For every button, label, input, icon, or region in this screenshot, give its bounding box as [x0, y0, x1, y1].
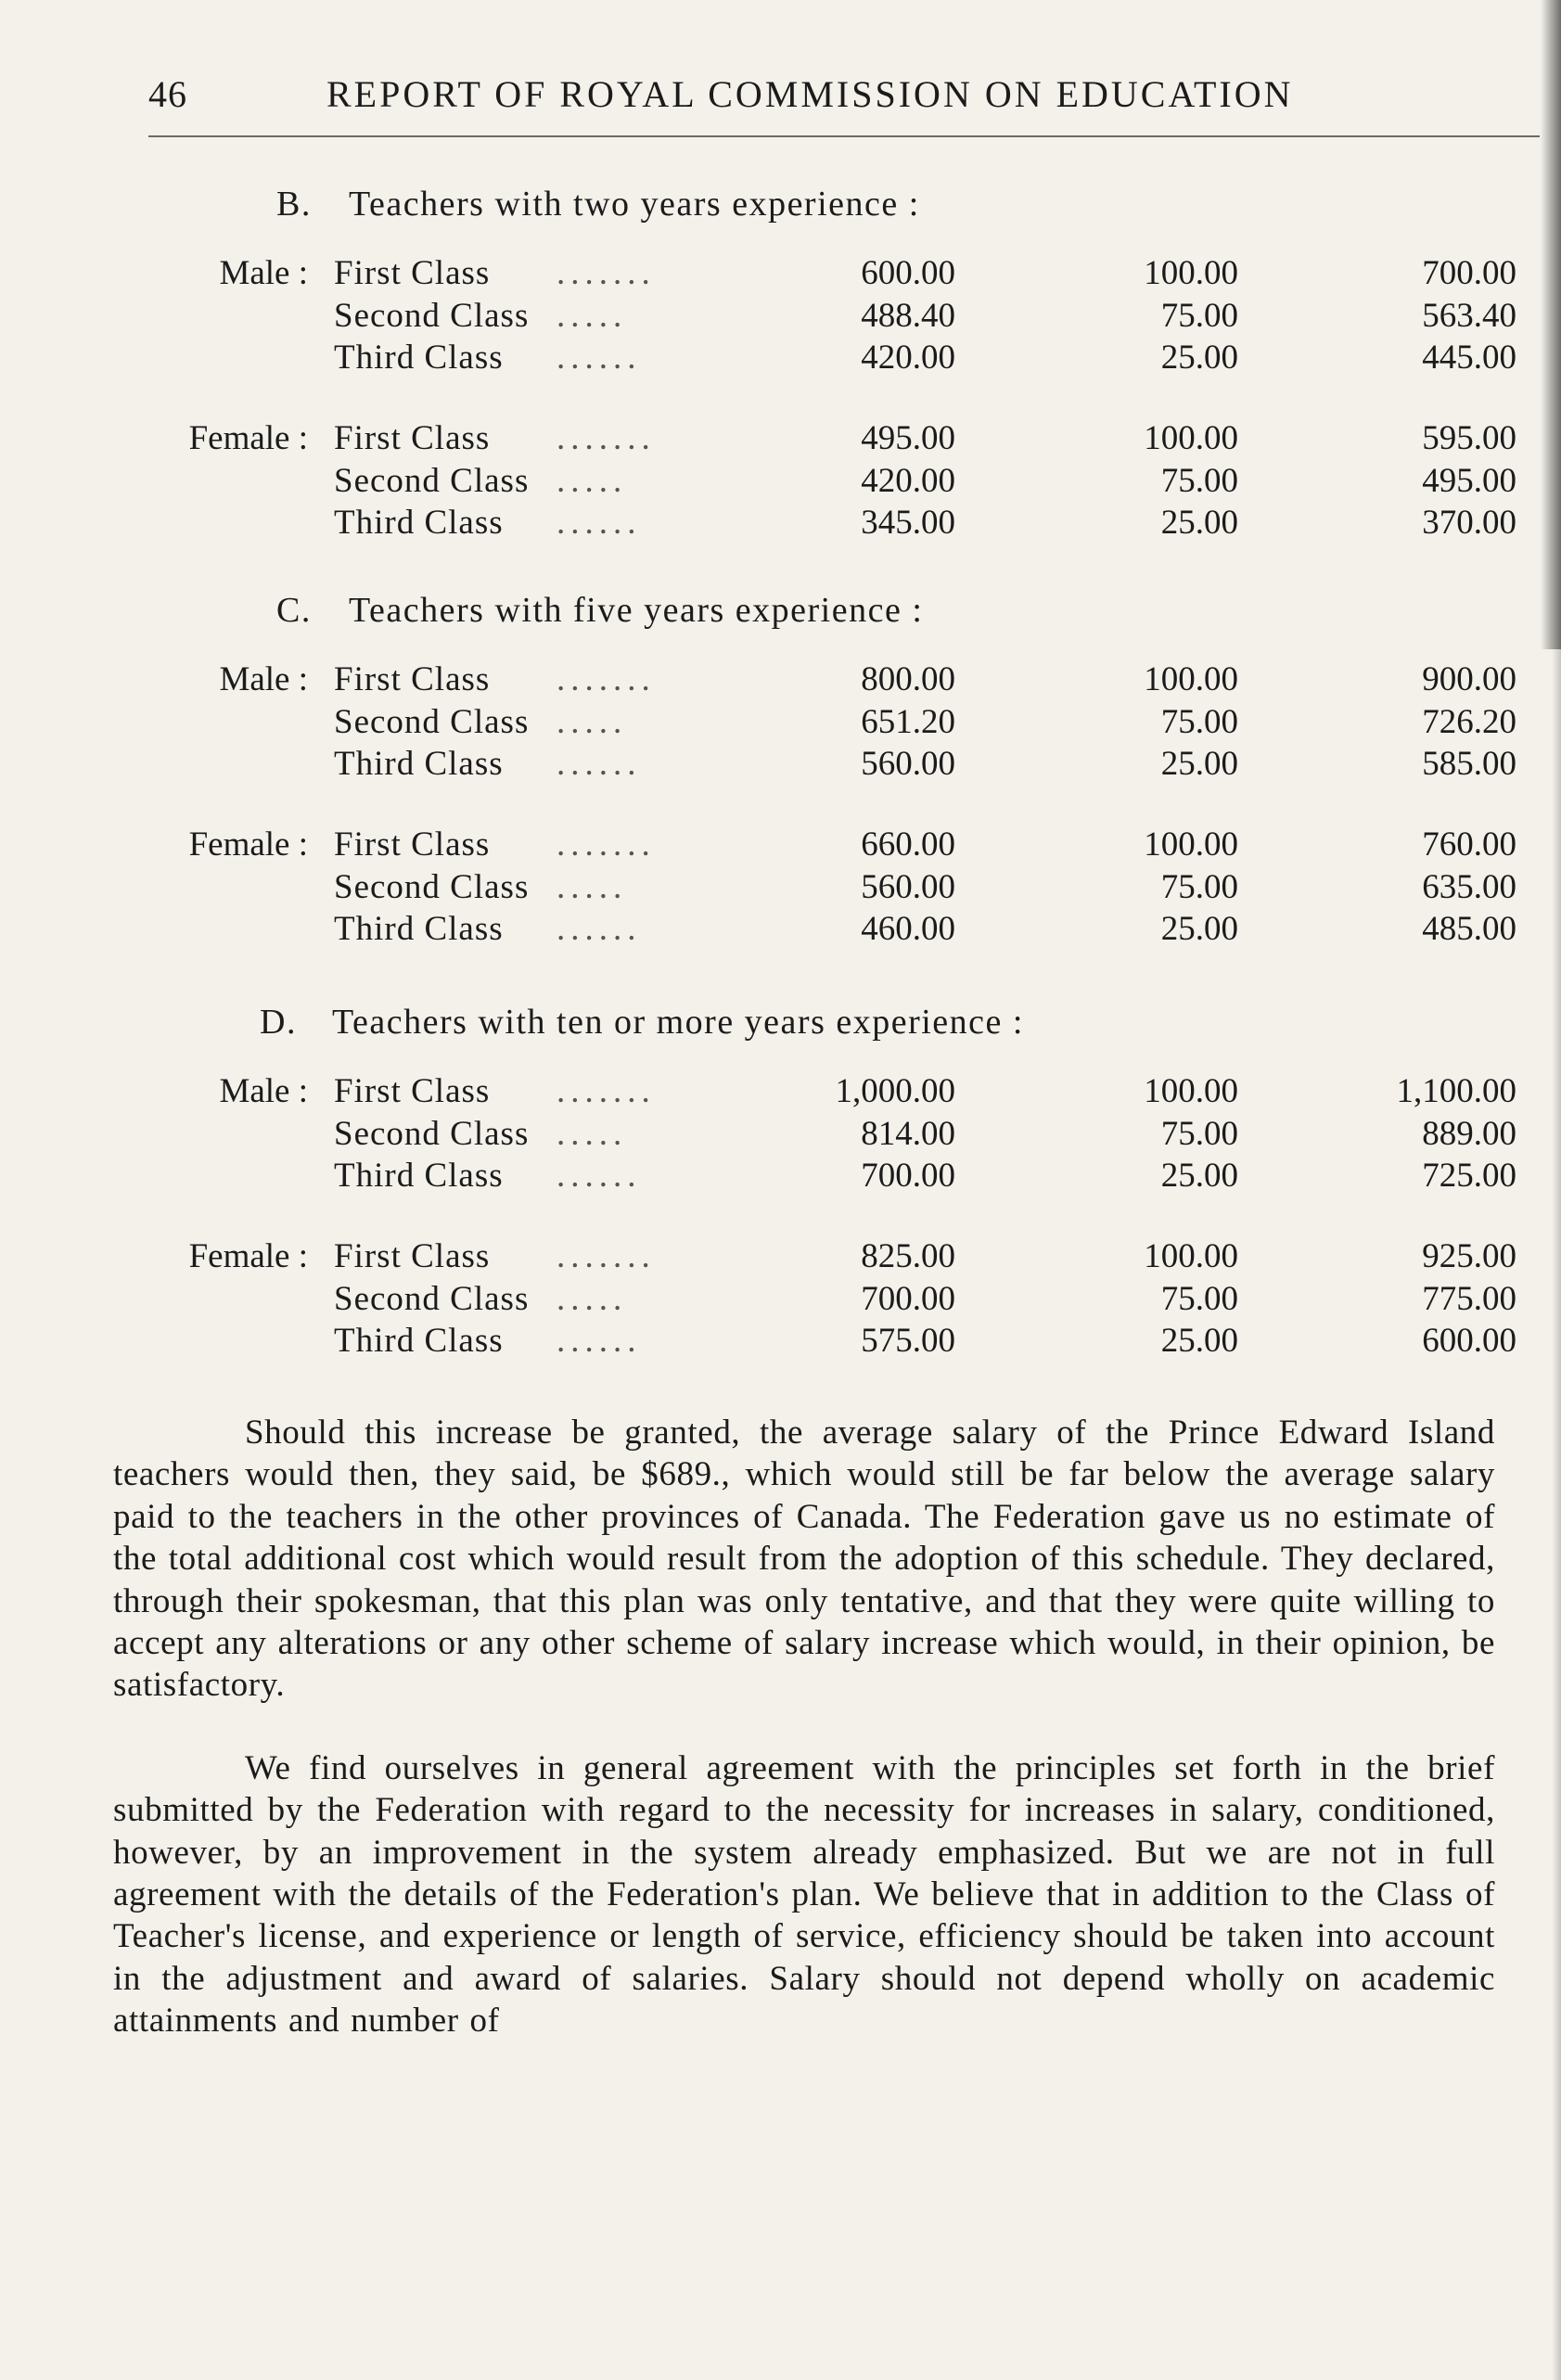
increase-amount: 100.00 — [1144, 660, 1238, 698]
base-salary: 560.00 — [861, 867, 955, 906]
increase-amount: 75.00 — [1160, 1279, 1238, 1318]
table-row — [0, 253, 1561, 296]
dot-leaders: ...... — [557, 910, 642, 948]
dot-leaders: ....... — [557, 660, 656, 698]
table-row — [0, 296, 1561, 339]
class-label: Third Class — [334, 910, 504, 948]
dot-leaders: ..... — [557, 461, 628, 500]
section-letter: D. — [260, 1003, 297, 1042]
total-salary: 900.00 — [1422, 660, 1516, 698]
total-salary: 1,100.00 — [1396, 1072, 1516, 1110]
table-row — [0, 1156, 1561, 1198]
increase-amount: 25.00 — [1160, 504, 1238, 542]
total-salary: 760.00 — [1422, 825, 1516, 864]
total-salary: 563.40 — [1422, 296, 1516, 335]
table-row — [0, 702, 1561, 745]
total-salary: 445.00 — [1422, 339, 1516, 377]
base-salary: 560.00 — [861, 745, 955, 783]
total-salary: 726.20 — [1422, 702, 1516, 741]
dot-leaders: ...... — [557, 504, 642, 542]
table-row — [0, 909, 1561, 952]
dot-leaders: ....... — [557, 1237, 656, 1275]
class-label: Second Class — [334, 1279, 530, 1318]
table-row — [0, 1321, 1561, 1363]
increase-amount: 100.00 — [1144, 1072, 1238, 1110]
base-salary: 800.00 — [861, 660, 955, 698]
total-salary: 600.00 — [1422, 1322, 1516, 1360]
section-title: Teachers with two years experience : — [349, 185, 920, 224]
table-row — [0, 825, 1561, 867]
base-salary: 488.40 — [861, 296, 955, 335]
total-salary: 485.00 — [1422, 910, 1516, 948]
dot-leaders: ...... — [557, 339, 642, 377]
base-salary: 460.00 — [861, 910, 955, 948]
page-number: 46 — [148, 73, 187, 115]
increase-amount: 25.00 — [1160, 910, 1238, 948]
dot-leaders: ....... — [557, 1072, 656, 1110]
total-salary: 725.00 — [1422, 1157, 1516, 1195]
table-row — [0, 1071, 1561, 1114]
base-salary: 700.00 — [861, 1279, 955, 1318]
section-heading — [276, 184, 920, 224]
base-salary: 651.20 — [861, 702, 955, 741]
total-salary: 370.00 — [1422, 504, 1516, 542]
class-label: Third Class — [334, 1157, 504, 1195]
section-title: Teachers with five years experience : — [349, 591, 924, 630]
dot-leaders: ...... — [557, 745, 642, 783]
class-label: Second Class — [334, 461, 530, 500]
class-label: First Class — [334, 1237, 491, 1275]
total-salary: 775.00 — [1422, 1279, 1516, 1318]
gender-label: Female : — [188, 825, 308, 864]
increase-amount: 75.00 — [1160, 461, 1238, 500]
base-salary: 420.00 — [861, 339, 955, 377]
increase-amount: 75.00 — [1160, 1114, 1238, 1153]
running-head: REPORT OF ROYAL COMMISSION ON EDUCATION — [326, 73, 1294, 115]
base-salary: 825.00 — [861, 1237, 955, 1275]
increase-amount: 25.00 — [1160, 339, 1238, 377]
increase-amount: 100.00 — [1144, 254, 1238, 292]
table-row — [0, 1114, 1561, 1157]
dot-leaders: ..... — [557, 867, 628, 906]
base-salary: 814.00 — [861, 1114, 955, 1153]
dot-leaders: ....... — [557, 825, 656, 864]
total-salary: 495.00 — [1422, 461, 1516, 500]
base-salary: 495.00 — [861, 419, 955, 457]
dot-leaders: ...... — [557, 1157, 642, 1195]
paragraph: Should this increase be granted, the average salary of the Prince Edward Island teachers would then, they said, be $689., which would still be far below the average salary paid to the teachers in the other provinces of Canada. The Federation gave us no estimate of the total additional cost which would result from the adoption of this schedule. They declared, through their spokesman, that this plan was only tentative, and that they were quite willing to accept any alterations or any other scheme of salary increase which would, in their opinion, be satisfactory. — [113, 1414, 1495, 1705]
table-row — [0, 418, 1561, 461]
dot-leaders: ....... — [557, 254, 656, 292]
section-letter: C. — [276, 591, 312, 630]
increase-amount: 25.00 — [1160, 1157, 1238, 1195]
dot-leaders: ..... — [557, 1279, 628, 1318]
dot-leaders: ...... — [557, 1322, 642, 1360]
gender-label: Female : — [188, 1237, 308, 1275]
dot-leaders: ..... — [557, 1114, 628, 1153]
increase-amount: 75.00 — [1160, 296, 1238, 335]
class-label: Second Class — [334, 296, 530, 335]
section-heading — [276, 590, 923, 631]
increase-amount: 100.00 — [1144, 825, 1238, 864]
class-label: Third Class — [334, 339, 504, 377]
increase-amount: 25.00 — [1160, 1322, 1238, 1360]
gender-label: Male : — [219, 254, 308, 292]
table-row — [0, 338, 1561, 380]
base-salary: 660.00 — [861, 825, 955, 864]
class-label: First Class — [334, 825, 491, 864]
class-label: Second Class — [334, 1114, 530, 1153]
section-letter: B. — [276, 185, 312, 224]
gender-label: Female : — [188, 419, 308, 457]
table-row — [0, 744, 1561, 787]
increase-amount: 75.00 — [1160, 867, 1238, 906]
section-heading — [260, 1002, 1024, 1043]
total-salary: 585.00 — [1422, 745, 1516, 783]
base-salary: 1,000.00 — [835, 1072, 955, 1110]
table-row — [0, 867, 1561, 910]
class-label: Third Class — [334, 1322, 504, 1360]
table-row — [0, 1236, 1561, 1279]
class-label: Third Class — [334, 504, 504, 542]
paragraph: We find ourselves in general agreement with the principles set forth in the brief submitted by the Federation with regard to the necessity for increases in salary, conditioned, however, by an improvement in the system already emphasized. But we are not in full agreement with the details of the Federation's plan. We believe that in addition to the Class of Teacher's license, and experience or length of service, efficiency should be taken into account in the adjustment and award of salaries. Salary should not depend wholly on academic attainments and number of — [113, 1748, 1495, 2041]
dot-leaders: ....... — [557, 419, 656, 457]
page-header — [0, 72, 1561, 128]
total-salary: 889.00 — [1422, 1114, 1516, 1153]
class-label: First Class — [334, 419, 491, 457]
gender-label: Male : — [219, 1072, 308, 1110]
class-label: First Class — [334, 254, 491, 292]
header-rule — [148, 135, 1540, 137]
section-title: Teachers with ten or more years experience : — [332, 1003, 1024, 1042]
table-row — [0, 659, 1561, 702]
gender-label: Male : — [219, 660, 308, 698]
base-salary: 420.00 — [861, 461, 955, 500]
class-label: Second Class — [334, 702, 530, 741]
base-salary: 700.00 — [861, 1157, 955, 1195]
table-row — [0, 503, 1561, 545]
base-salary: 575.00 — [861, 1322, 955, 1360]
class-label: First Class — [334, 1072, 491, 1110]
table-row — [0, 461, 1561, 504]
table-row — [0, 1279, 1561, 1322]
body-text — [113, 1412, 1495, 2042]
total-salary: 700.00 — [1422, 254, 1516, 292]
total-salary: 925.00 — [1422, 1237, 1516, 1275]
dot-leaders: ..... — [557, 702, 628, 741]
dot-leaders: ..... — [557, 296, 628, 335]
class-label: Third Class — [334, 745, 504, 783]
increase-amount: 25.00 — [1160, 745, 1238, 783]
total-salary: 595.00 — [1422, 419, 1516, 457]
base-salary: 345.00 — [861, 504, 955, 542]
class-label: First Class — [334, 660, 491, 698]
total-salary: 635.00 — [1422, 867, 1516, 906]
class-label: Second Class — [334, 867, 530, 906]
increase-amount: 100.00 — [1144, 1237, 1238, 1275]
increase-amount: 75.00 — [1160, 702, 1238, 741]
base-salary: 600.00 — [861, 254, 955, 292]
increase-amount: 100.00 — [1144, 419, 1238, 457]
